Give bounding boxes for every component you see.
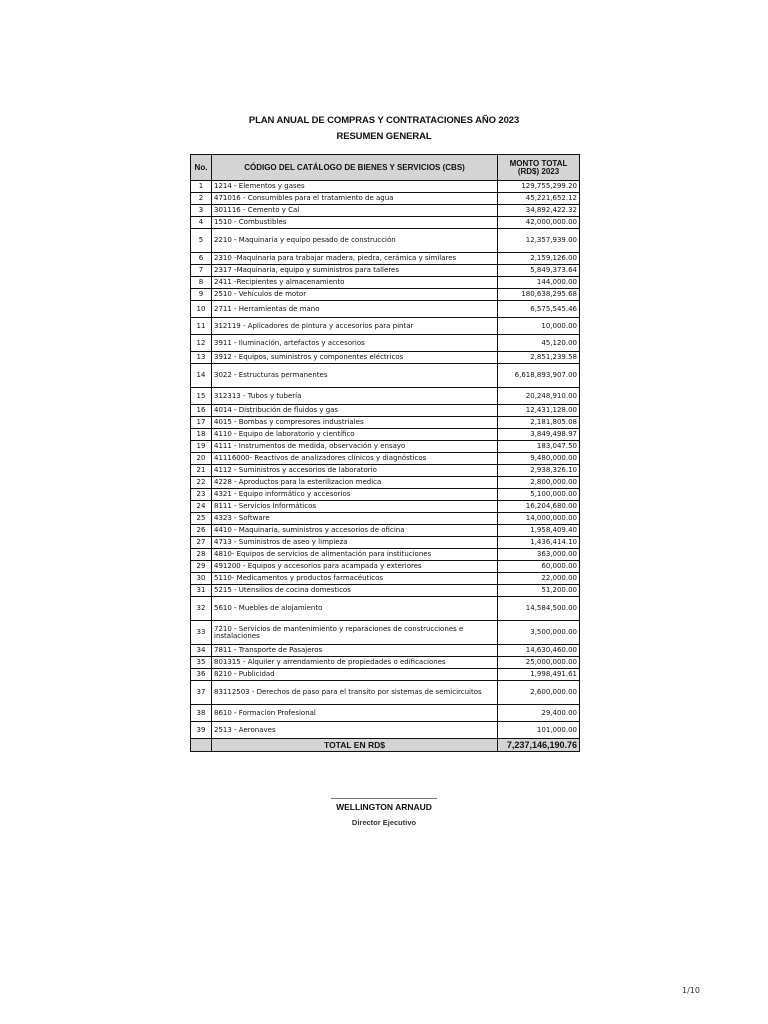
row-description: 5110- Medicamentos y productos farmacéuticos (212, 573, 498, 585)
row-number: 30 (191, 573, 212, 585)
row-amount: 51,200.00 (498, 585, 580, 597)
row-description: 4810- Equipos de servicios de alimentación para instituciones (212, 549, 498, 561)
table-row (191, 417, 580, 429)
table-row (191, 657, 580, 669)
table-row (191, 405, 580, 417)
table-row (191, 585, 580, 597)
row-number: 23 (191, 489, 212, 501)
row-number: 17 (191, 417, 212, 429)
row-number: 25 (191, 513, 212, 525)
row-description: 8610 - Formacion Profesional (212, 705, 498, 722)
table-row (191, 513, 580, 525)
row-amount: 1,958,409.40 (498, 525, 580, 537)
row-number: 35 (191, 657, 212, 669)
table-row (191, 573, 580, 585)
row-number: 5 (191, 229, 212, 253)
table-row (191, 489, 580, 501)
row-amount: 34,892,422.32 (498, 205, 580, 217)
table-row (191, 525, 580, 537)
row-amount: 180,638,295.68 (498, 289, 580, 301)
row-number: 19 (191, 441, 212, 453)
row-amount: 14,630,460.00 (498, 645, 580, 657)
table-row (191, 465, 580, 477)
row-number: 28 (191, 549, 212, 561)
row-description: 83112503 - Derechos de paso para el transito por sistemas de semicircuitos (212, 681, 498, 705)
row-description: 5610 - Muebles de alojamiento (212, 597, 498, 621)
row-amount: 183,047.50 (498, 441, 580, 453)
row-description: 301116 - Cemento y Cal (212, 205, 498, 217)
table-row (191, 669, 580, 681)
table-row (191, 217, 580, 229)
row-amount: 1,436,414.10 (498, 537, 580, 549)
row-description: 4410 - Maquinaria, suministros y accesorios de oficina (212, 525, 498, 537)
row-amount: 363,000.00 (498, 549, 580, 561)
row-amount: 22,000.00 (498, 573, 580, 585)
row-description: 7210 - Servicios de mantenimiento y reparaciones de construcciones e instalaciones (212, 621, 498, 645)
row-description: 3022 - Estructuras permanentes (212, 364, 498, 388)
row-number: 24 (191, 501, 212, 513)
row-amount: 10,000.00 (498, 318, 580, 335)
row-description: 2210 - Maquinaria y equipo pesado de construcción (212, 229, 498, 253)
row-amount: 6,618,893,907.00 (498, 364, 580, 388)
row-description: 1510 - Combustibles (212, 217, 498, 229)
row-amount: 2,159,126.00 (498, 253, 580, 265)
row-number: 7 (191, 265, 212, 277)
row-description: 8111 - Servicios Informáticos (212, 501, 498, 513)
row-number: 22 (191, 477, 212, 489)
row-description: 2513 - Aeronaves (212, 722, 498, 739)
row-amount: 3,500,000.00 (498, 621, 580, 645)
table-row (191, 705, 580, 722)
table-row (191, 265, 580, 277)
row-amount: 16,204,680.00 (498, 501, 580, 513)
row-amount: 2,938,326.10 (498, 465, 580, 477)
table-row (191, 561, 580, 573)
header-amount-line2: (RD$) 2023 (517, 166, 560, 176)
row-number: 34 (191, 645, 212, 657)
row-number: 16 (191, 405, 212, 417)
total-amount: 7,237,146,190.76 (498, 739, 580, 752)
row-description: 4015 - Bombas y compresores industriales (212, 417, 498, 429)
row-description: 7811 - Transporte de Pasajeros (212, 645, 498, 657)
table-row (191, 229, 580, 253)
row-description: 2310 -Maquinaria para trabajar madera, piedra, cerámica y similares (212, 253, 498, 265)
row-description: 8210 - Publicidad (212, 669, 498, 681)
row-number: 31 (191, 585, 212, 597)
signatory-role: Director Ejecutivo (351, 818, 417, 827)
row-number: 1 (191, 181, 212, 193)
table-row (191, 501, 580, 513)
row-description: 3912 - Equipos, suministros y componentes eléctricos (212, 352, 498, 364)
table-row (191, 681, 580, 705)
row-description: 4713 - Suministros de aseo y limpieza (212, 537, 498, 549)
row-amount: 14,000,000.00 (498, 513, 580, 525)
row-description: 312313 - Tubos y tubería (212, 388, 498, 405)
total-blank-cell (191, 739, 212, 752)
table-row (191, 364, 580, 388)
row-amount: 6,575,545.46 (498, 301, 580, 318)
row-number: 21 (191, 465, 212, 477)
row-amount: 144,000.00 (498, 277, 580, 289)
row-description: 1214 - Elementos y gases (212, 181, 498, 193)
row-description: 4111 - Instrumentos de medida, observación y ensayo (212, 441, 498, 453)
row-description: 4110 - Equipo de laboratorio y científico (212, 429, 498, 441)
row-number: 29 (191, 561, 212, 573)
table-row (191, 537, 580, 549)
table-row (191, 441, 580, 453)
row-description: 41116000- Reactivos de analizadores clínicos y diagnósticos (212, 453, 498, 465)
header-no: No. (191, 155, 212, 181)
row-number: 13 (191, 352, 212, 364)
row-number: 33 (191, 621, 212, 645)
row-number: 36 (191, 669, 212, 681)
header-amount (498, 155, 580, 181)
document-title: PLAN ANUAL DE COMPRAS Y CONTRATACIONES AÑO 2023 (248, 115, 520, 126)
row-number: 8 (191, 277, 212, 289)
summary-table (190, 154, 580, 752)
row-description: 4323 - Software (212, 513, 498, 525)
table-row (191, 205, 580, 217)
table-row (191, 318, 580, 335)
row-description: 491200 - Equipos y accesorios para acampada y exteriores (212, 561, 498, 573)
row-amount: 2,851,239.58 (498, 352, 580, 364)
row-description: 2510 - Vehículos de motor (212, 289, 498, 301)
row-number: 39 (191, 722, 212, 739)
row-amount: 5,849,373.64 (498, 265, 580, 277)
row-amount: 2,800,000.00 (498, 477, 580, 489)
row-number: 11 (191, 318, 212, 335)
row-number: 3 (191, 205, 212, 217)
row-amount: 1,998,491.61 (498, 669, 580, 681)
row-number: 4 (191, 217, 212, 229)
row-description: 4112 - Suministros y accesorios de laboratorio (212, 465, 498, 477)
row-amount: 2,181,805.08 (498, 417, 580, 429)
total-row (191, 739, 580, 752)
row-amount: 5,100,000.00 (498, 489, 580, 501)
table-row (191, 289, 580, 301)
table-row (191, 181, 580, 193)
header-code: CÓDIGO DEL CATÁLOGO DE BIENES Y SERVICIOS (CBS) (212, 155, 498, 181)
row-number: 12 (191, 335, 212, 352)
row-amount: 25,000,000.00 (498, 657, 580, 669)
header-amount-line1: MONTO TOTAL (509, 158, 568, 168)
row-description: 4228 - Aproductos para la esterilizacion medica (212, 477, 498, 489)
table-row (191, 429, 580, 441)
table-row (191, 549, 580, 561)
row-number: 32 (191, 597, 212, 621)
table-row (191, 253, 580, 265)
signature-line (331, 798, 437, 799)
row-number: 38 (191, 705, 212, 722)
table-row (191, 597, 580, 621)
row-description: 471016 - Consumibles para el tratamiento de agua (212, 193, 498, 205)
signatory-name: WELLINGTON ARNAUD (336, 802, 432, 812)
row-number: 6 (191, 253, 212, 265)
document-subtitle: RESUMEN GENERAL (336, 131, 432, 142)
row-description: 2317 -Maquinaria, equipo y suministros para talleres (212, 265, 498, 277)
table-row (191, 453, 580, 465)
row-number: 15 (191, 388, 212, 405)
row-amount: 101,000.00 (498, 722, 580, 739)
page-number: 1/10 (682, 986, 700, 995)
table-header-row (191, 155, 580, 181)
row-amount: 129,755,299.20 (498, 181, 580, 193)
row-number: 18 (191, 429, 212, 441)
row-amount: 45,120.00 (498, 335, 580, 352)
table-row (191, 722, 580, 739)
row-amount: 12,357,939.00 (498, 229, 580, 253)
table-row (191, 645, 580, 657)
row-number: 20 (191, 453, 212, 465)
table-row (191, 193, 580, 205)
row-number: 10 (191, 301, 212, 318)
row-number: 26 (191, 525, 212, 537)
row-amount: 2,600,000.00 (498, 681, 580, 705)
row-amount: 14,584,500.00 (498, 597, 580, 621)
table-row (191, 335, 580, 352)
row-amount: 20,248,910.00 (498, 388, 580, 405)
row-number: 37 (191, 681, 212, 705)
table-row (191, 277, 580, 289)
row-number: 2 (191, 193, 212, 205)
table-row (191, 388, 580, 405)
row-description: 312119 - Aplicadores de pintura y accesorios para pintar (212, 318, 498, 335)
row-description: 3911 - Iluminación, artefactos y accesorios (212, 335, 498, 352)
row-description: 4321 - Equipo informático y accesorios (212, 489, 498, 501)
row-amount: 12,431,128.00 (498, 405, 580, 417)
row-amount: 42,000,000.00 (498, 217, 580, 229)
row-amount: 29,400.00 (498, 705, 580, 722)
row-number: 27 (191, 537, 212, 549)
table-row (191, 352, 580, 364)
row-number: 9 (191, 289, 212, 301)
row-amount: 3,849,498.97 (498, 429, 580, 441)
row-amount: 60,000.00 (498, 561, 580, 573)
total-label: TOTAL EN RD$ (212, 739, 498, 752)
row-description: 2411 -Recipientes y almacenamiento (212, 277, 498, 289)
table-row (191, 477, 580, 489)
row-amount: 9,480,000.00 (498, 453, 580, 465)
row-description: 2711 - Herramientas de mano (212, 301, 498, 318)
row-description: 5215 - Utensilios de cocina domesticos (212, 585, 498, 597)
row-description: 801315 - Alquiler y arrendamiento de propiedades o edificaciones (212, 657, 498, 669)
table-row (191, 301, 580, 318)
row-amount: 45,221,652.12 (498, 193, 580, 205)
table-row (191, 621, 580, 645)
row-number: 14 (191, 364, 212, 388)
row-description: 4014 - Distribución de fluidos y gas (212, 405, 498, 417)
